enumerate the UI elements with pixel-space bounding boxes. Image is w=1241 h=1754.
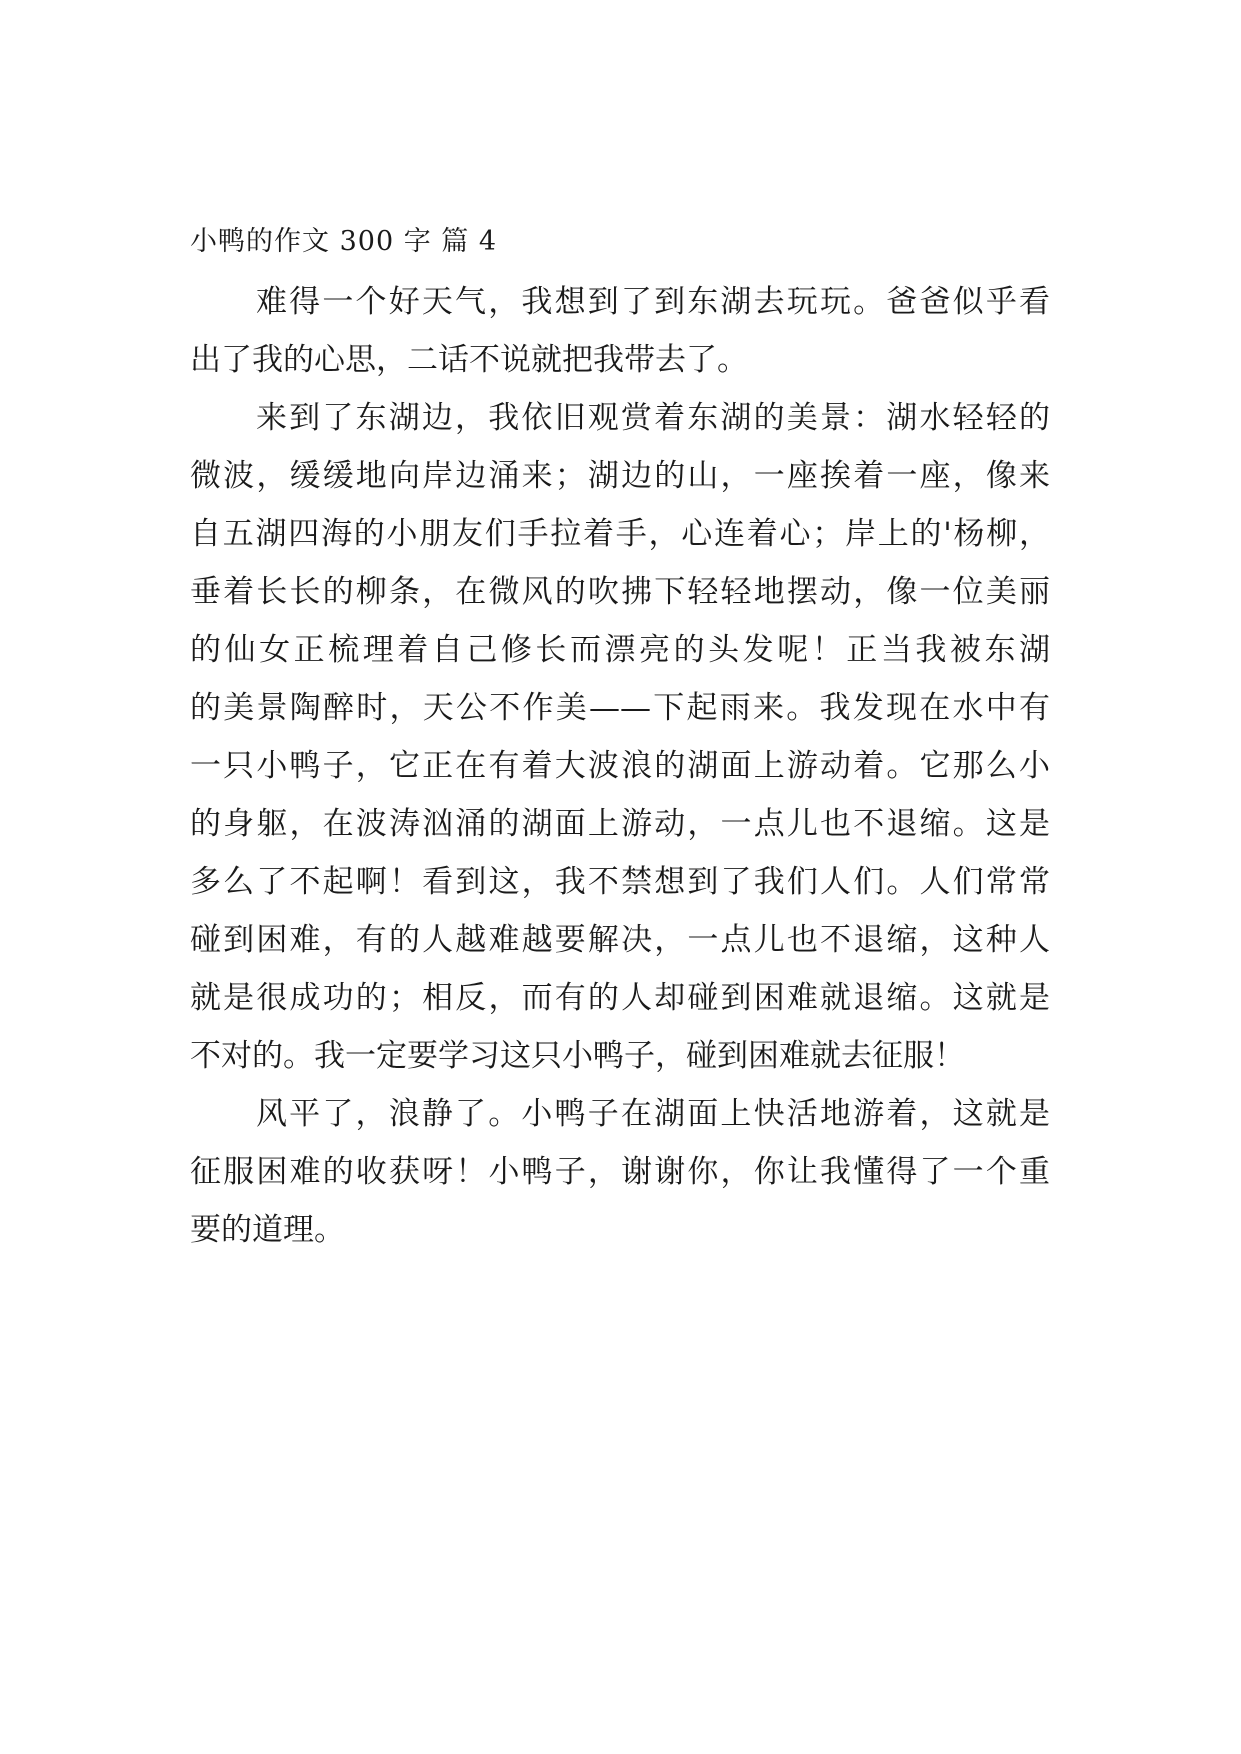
paragraph-3-line-2: 征服困难的收获呀！小鸭子，谢谢你，你让我懂得了一个重 (190, 1154, 1050, 1190)
paragraph-3-line-1: 风平了，浪静了。小鸭子在湖面上快活地游着，这就是 (256, 1096, 1050, 1132)
paragraph-2-line-8: 的身躯，在波涛汹涌的湖面上游动，一点儿也不退缩。这是 (190, 806, 1050, 842)
paragraph-1-line-1: 难得一个好天气，我想到了到东湖去玩玩。爸爸似乎看 (256, 284, 1050, 320)
paragraph-3-line-3: 要的道理。 (190, 1212, 345, 1248)
essay-title: 小鸭的作文 300 字 篇 4 (190, 226, 498, 257)
paragraph-2-line-2: 微波，缓缓地向岸边涌来；湖边的山，一座挨着一座，像来 (190, 458, 1050, 494)
paragraph-2-line-9: 多么了不起啊！看到这，我不禁想到了我们人们。人们常常 (190, 864, 1050, 900)
paragraph-2-line-3: 自五湖四海的小朋友们手拉着手，心连着心；岸上的'杨柳， (190, 516, 1050, 552)
paragraph-2-line-5: 的仙女正梳理着自己修长而漂亮的头发呢！正当我被东湖 (190, 632, 1050, 668)
paragraph-2-line-1: 来到了东湖边，我依旧观赏着东湖的美景：湖水轻轻的 (256, 400, 1050, 436)
paragraph-2-line-12: 不对的。我一定要学习这只小鸭子，碰到困难就去征服！ (190, 1038, 965, 1074)
paragraph-2-line-6: 的美景陶醉时，天公不作美——下起雨来。我发现在水中有 (190, 690, 1050, 726)
paragraph-2-line-11: 就是很成功的；相反，而有的人却碰到困难就退缩。这就是 (190, 980, 1050, 1016)
paragraph-2-line-7: 一只小鸭子，它正在有着大波浪的湖面上游动着。它那么小 (190, 748, 1050, 784)
paragraph-2-line-4: 垂着长长的柳条，在微风的吹拂下轻轻地摆动，像一位美丽 (190, 574, 1050, 610)
paragraph-2-line-10: 碰到困难，有的人越难越要解决，一点儿也不退缩，这种人 (190, 922, 1050, 958)
paragraph-1-line-2: 出了我的心思，二话不说就把我带去了。 (190, 342, 748, 378)
